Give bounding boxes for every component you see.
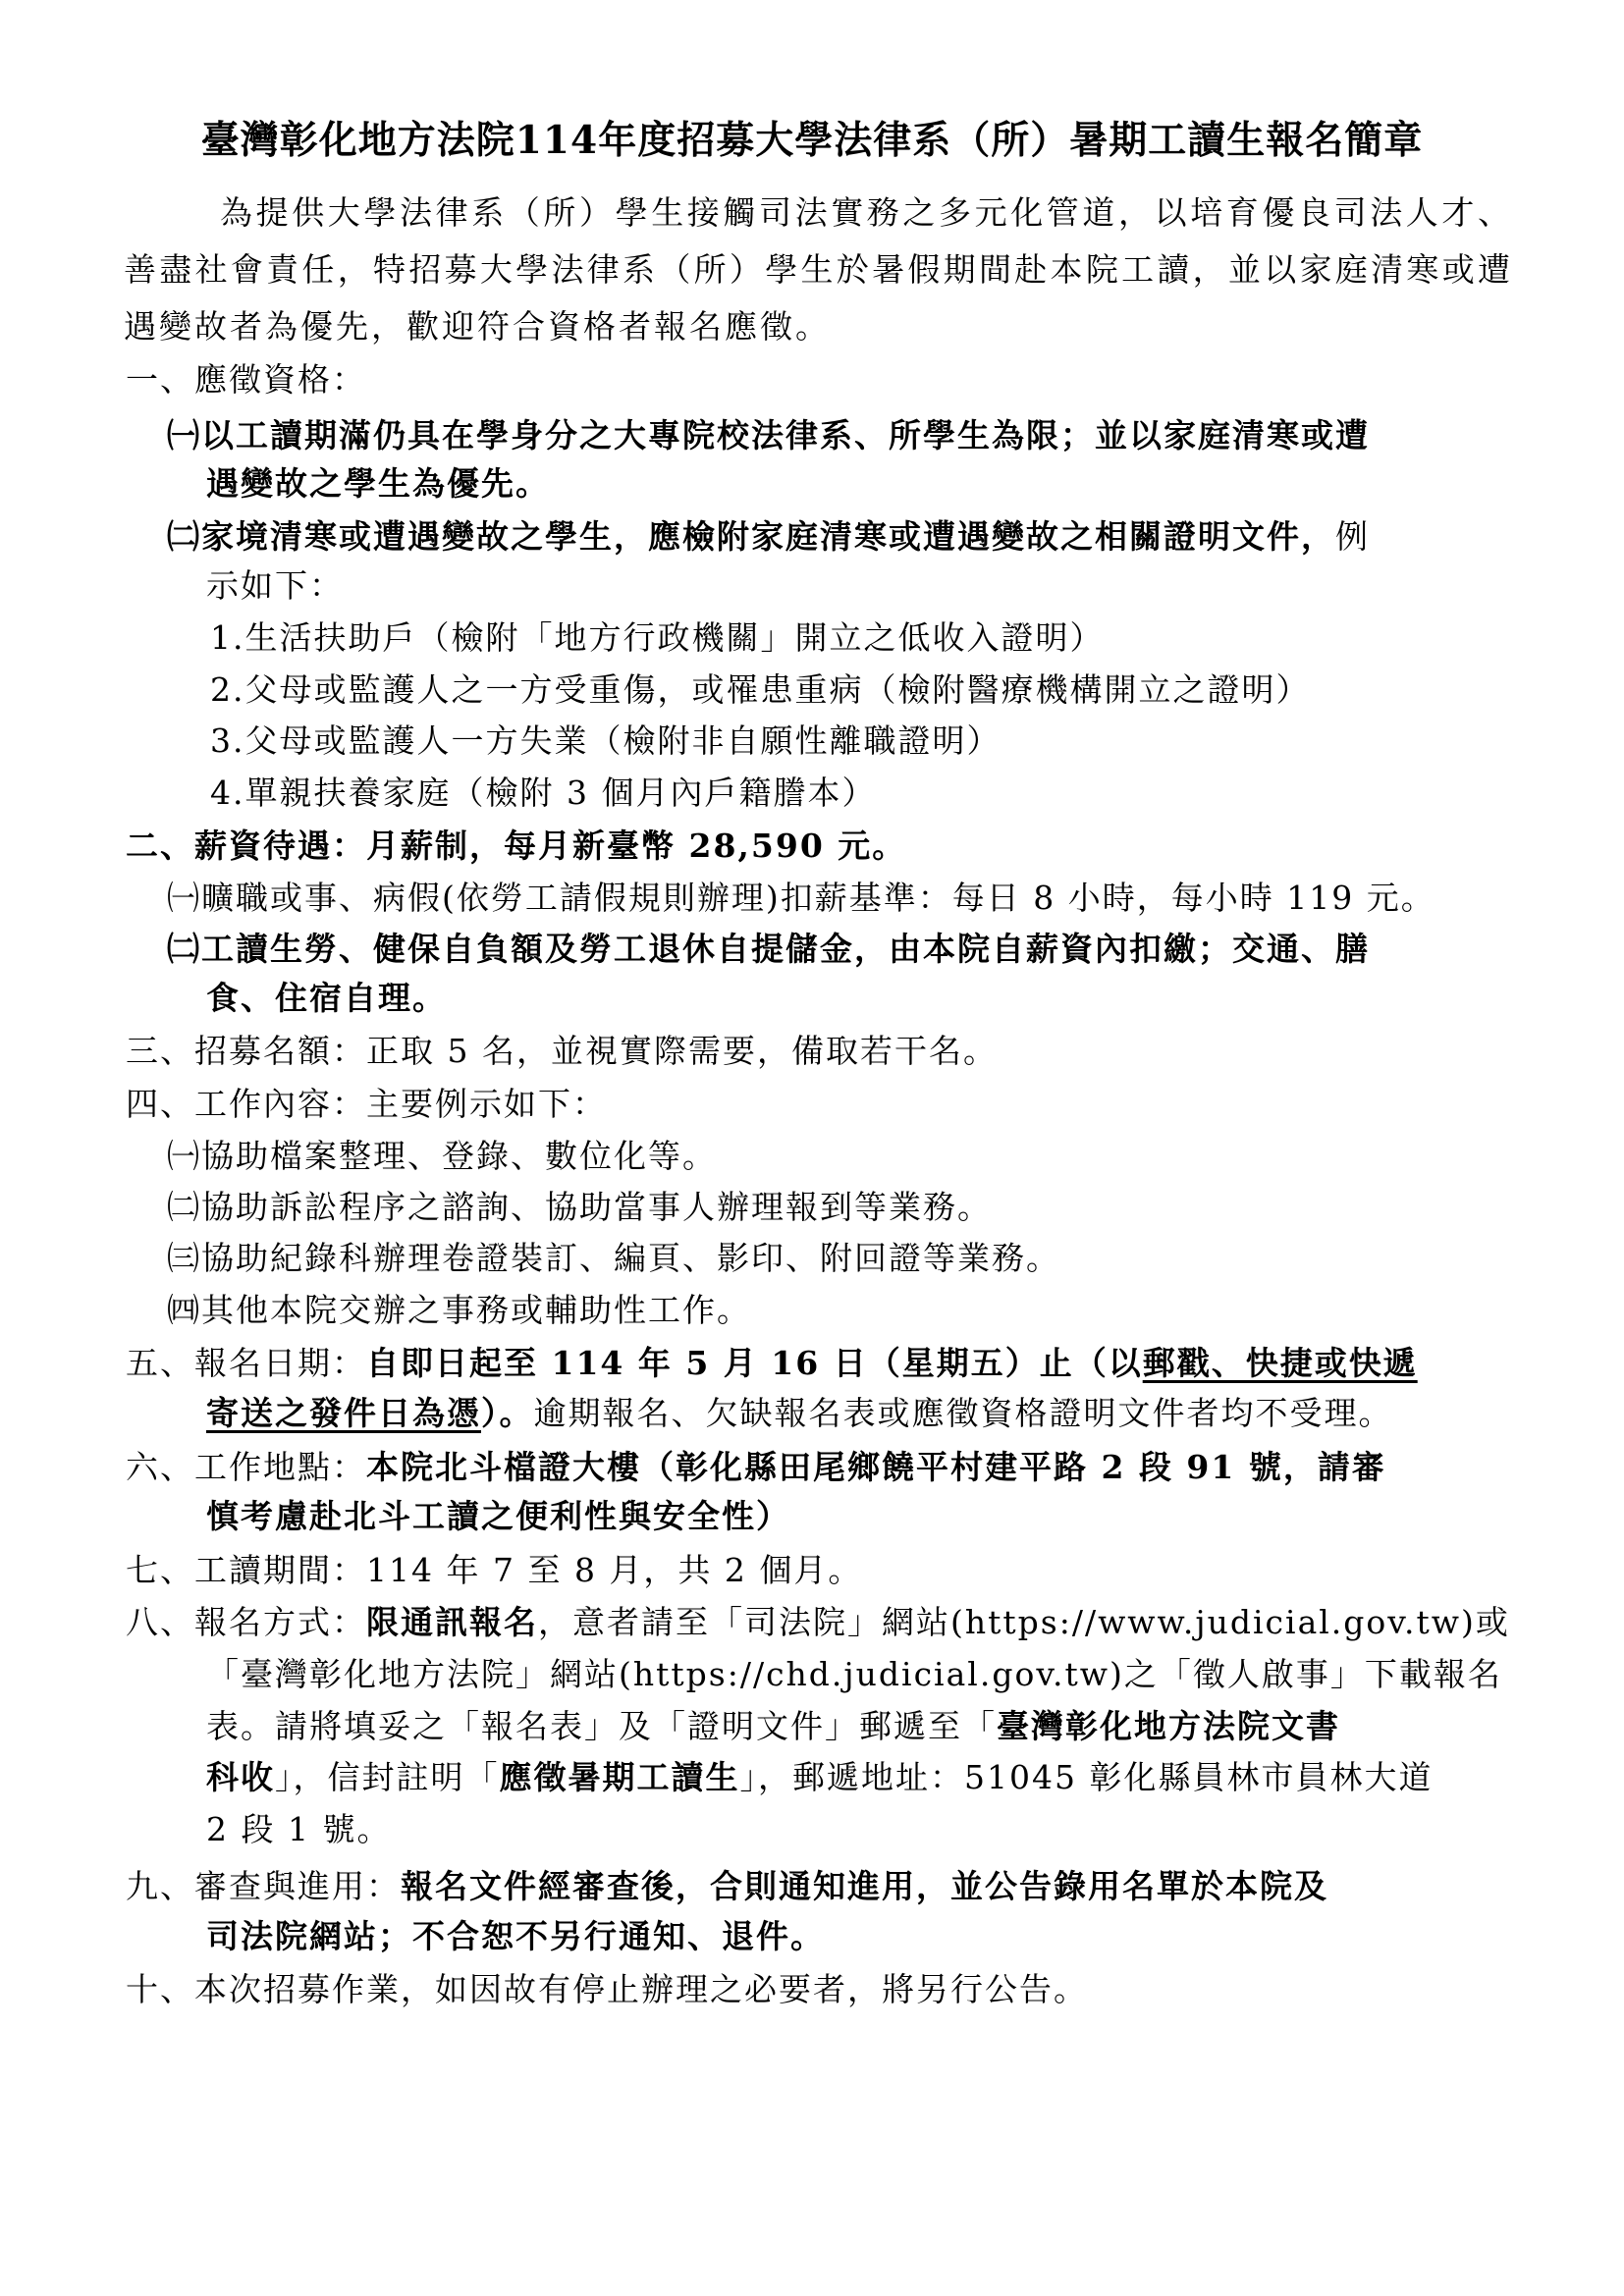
section-7-text: 七、工讀期間：114 年 7 至 8 月，共 2 個月。 — [126, 1551, 863, 1589]
section-2-item-a: ㈠曠職或事、病假(依勞工請假規則辦理)扣薪基準：每日 8 小時，每小時 119 元。 — [167, 879, 1435, 917]
section-6-bold-line1: 本院北斗檔證大樓（彰化縣田尾鄉饒平村建平路 2 段 91 號，請審 — [366, 1448, 1386, 1486]
section-5-underline2: 寄送之發件日為憑 — [206, 1394, 481, 1432]
intro-paragraph: 為提供大學法律系（所）學生接觸司法實務之多元化管道，以培育優良司法人才、善盡社會責任，特招募大學法律系（所）學生於暑假期間赴本院工讀，並以家庭清寒或遭遇變故者為優先，歡迎符合資格者報名應徵。 — [124, 193, 1513, 346]
section-2-prefix: 二、 — [126, 827, 194, 865]
section-8-line5: 2 段 1 號。 — [206, 1810, 392, 1848]
section-9-line1 — [126, 1867, 1328, 1906]
section-5-tail: 逾期報名、欠缺報名表或應徵資格證明文件者均不受理。 — [533, 1394, 1393, 1432]
section-1-sub-item-1: 1.生活扶助戶（檢附「地方行政機關」開立之低收入證明） — [210, 618, 1105, 657]
section-8-bold-a: 限通訊報名 — [366, 1603, 538, 1641]
section-8-prefix: 八、報名方式： — [126, 1603, 366, 1641]
section-1-item-b-line1 — [167, 517, 1370, 557]
section-8-line3 — [206, 1707, 1340, 1746]
section-1-item-b-line2: 示如下： — [206, 566, 344, 605]
section-9-bold-line1: 報名文件經審查後，合則通知進用，並公告錄用名單於本院及 — [401, 1867, 1328, 1905]
section-4-item-3: ㈢協助紀錄科辦理卷證裝訂、編頁、影印、附回證等業務。 — [167, 1239, 1060, 1277]
page-title: 臺灣彰化地方法院114年度招募大學法律系（所）暑期工讀生報名簡章 — [200, 118, 1424, 163]
section-2-item-b-line1: ㈡工讀生勞、健保自負額及勞工退休自提儲金，由本院自薪資內扣繳；交通、膳 — [167, 930, 1370, 968]
section-9-line2: 司法院網站；不合恕不另行通知、退件。 — [206, 1917, 825, 1955]
section-1-sub-item-2: 2.父母或監護人之一方受重傷，或罹患重病（檢附醫療機構開立之證明） — [210, 670, 1311, 709]
section-4-item-4: ㈣其他本院交辦之事務或輔助性工作。 — [167, 1291, 751, 1329]
section-8-line3-bold: 臺灣彰化地方法院文書 — [997, 1707, 1340, 1745]
section-4-item-2: ㈡協助訴訟程序之諮詢、協助當事人辦理報到等業務。 — [167, 1188, 992, 1226]
section-1-item-a-line1: ㈠以工讀期滿仍具在學身分之大專院校法律系、所學生為限；並以家庭清寒或遭 — [167, 416, 1370, 454]
section-4-item-1: ㈠協助檔案整理、登錄、數位化等。 — [167, 1137, 717, 1175]
section-1-item-b-bold: ㈡家境清寒或遭遇變故之學生，應檢附家庭清寒或遭遇變故之相關證明文件， — [167, 517, 1335, 556]
section-1-sub-item-4: 4.單親扶養家庭（檢附 3 個月內戶籍謄本） — [210, 774, 877, 812]
section-10-text: 十、本次招募作業，如因故有停止辦理之必要者，將另行公告。 — [126, 1970, 1088, 2008]
section-8-line4-bold2: 應徵暑期工讀生 — [499, 1758, 740, 1796]
section-5-line1 — [126, 1344, 1418, 1383]
section-5-underline1: 郵戳、快捷或快遞 — [1142, 1344, 1418, 1382]
section-1-item-a-line2: 遇變故之學生為優先。 — [206, 464, 550, 503]
section-8-line1 — [126, 1603, 1510, 1642]
section-2-item-b-line2: 食、住宿自理。 — [206, 979, 447, 1017]
section-8-line4 — [206, 1758, 1433, 1797]
section-2-heading — [126, 827, 906, 866]
section-3-text: 三、招募名額：正取 5 名，並視實際需要，備取若干名。 — [126, 1032, 998, 1070]
section-1-item-b-tail: 例 — [1335, 517, 1370, 556]
section-6-prefix: 六、工作地點： — [126, 1448, 366, 1486]
section-8-text-a: ，意者請至「司法院」網站(https://www.judicial.gov.tw)或 — [538, 1603, 1510, 1641]
section-6-line1 — [126, 1448, 1386, 1487]
section-1-sub-item-3: 3.父母或監護人一方失業（檢附非自願性離職證明） — [210, 721, 1001, 760]
section-8-line2: 「臺灣彰化地方法院」網站(https://chd.judicial.gov.tw)之「徵人啟事」下載報名 — [206, 1655, 1502, 1693]
section-5-prefix: 五、報名日期： — [126, 1344, 366, 1382]
section-8-line4-text1: 」，信封註明「 — [275, 1758, 500, 1796]
section-6-line2: 慎考慮赴北斗工讀之便利性與安全性） — [206, 1497, 790, 1535]
section-5-bold2: ）。 — [481, 1394, 534, 1432]
section-2-heading-bold: 薪資待遇：月薪制，每月新臺幣 28,590 元。 — [194, 827, 907, 865]
section-5-bold1: 自即日起至 114 年 5 月 16 日（星期五）止（以 — [366, 1344, 1143, 1382]
section-8-line3-text: 表。請將填妥之「報名表」及「證明文件」郵遞至「 — [206, 1707, 997, 1745]
section-1-heading: 一、應徵資格： — [126, 360, 366, 399]
section-5-line2 — [206, 1394, 1393, 1433]
section-8-line4-text2: 」，郵遞地址：51045 彰化縣員林市員林大道 — [739, 1758, 1434, 1796]
section-9-prefix: 九、審查與進用： — [126, 1867, 401, 1905]
section-4-heading: 四、工作內容：主要例示如下： — [126, 1085, 607, 1123]
section-8-line4-bold1: 科收 — [206, 1758, 275, 1796]
